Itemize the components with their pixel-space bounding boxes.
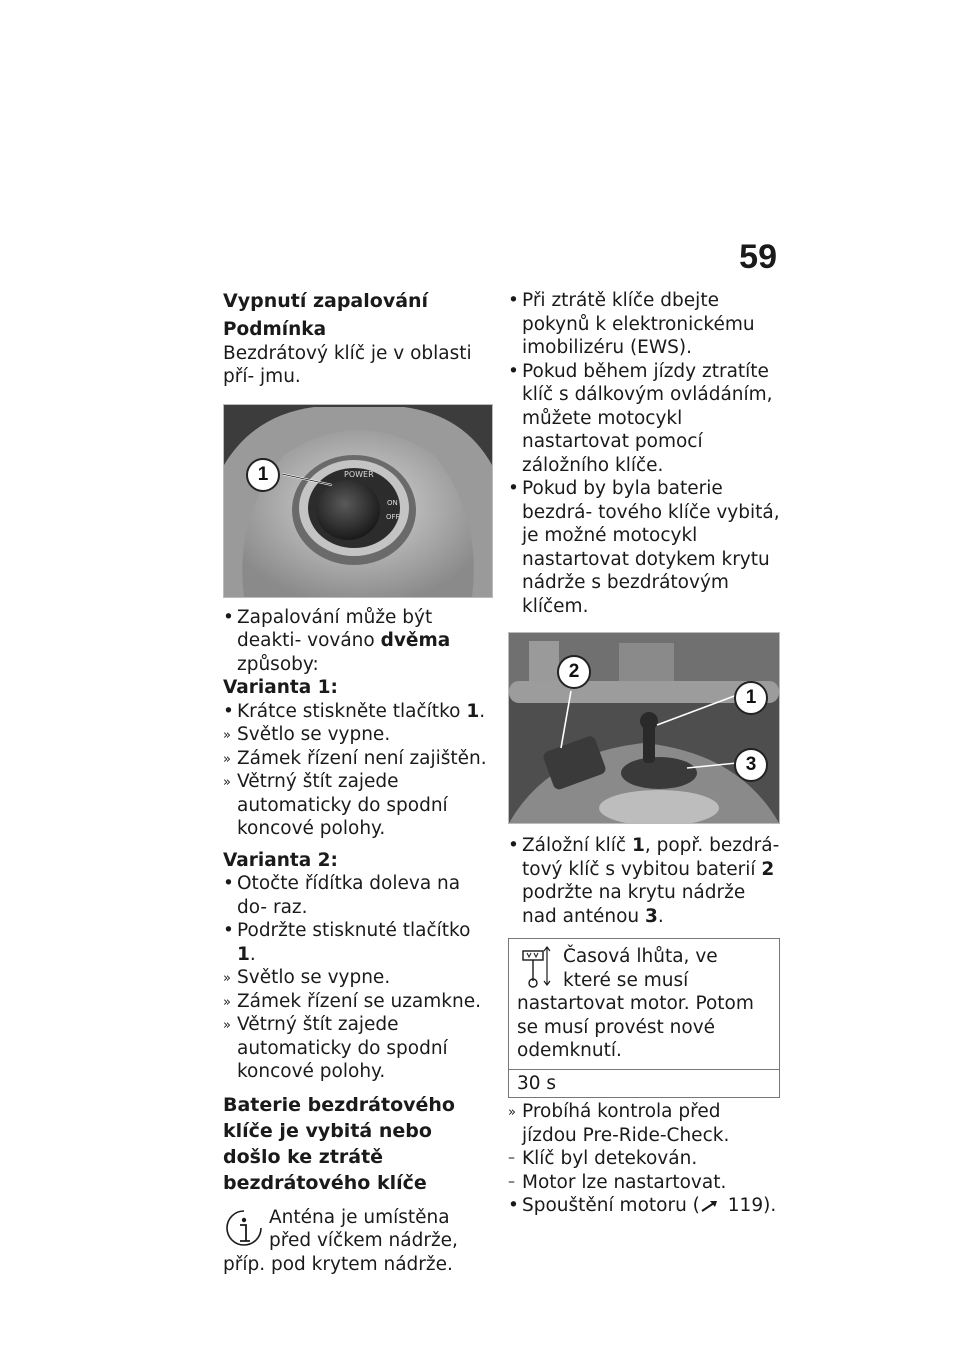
condition-heading: Podmínka	[223, 319, 327, 340]
time-limit-text: Časová lhůta, ve které se musí nastartovat motor. Potom se musí provést nové odemknutí.	[517, 946, 754, 1061]
start-engine-bullet	[508, 1194, 780, 1218]
start-suffix: ).	[763, 1195, 777, 1216]
page-number: 59	[739, 238, 777, 276]
v2-step-suffix: .	[249, 943, 256, 965]
v1-step-suffix: .	[479, 700, 486, 722]
v2-step-bold: 1	[237, 943, 250, 965]
step-text: Záložní klíč	[522, 835, 632, 856]
start-page-link[interactable]: 119	[721, 1195, 764, 1216]
battery-heading: Baterie bezdrátového klíče je vybitá nebo došlo ke ztrátě bezdrátového klíče	[223, 1093, 455, 1194]
intro-suffix: způsoby:	[237, 653, 319, 675]
v1-result: » Větrný štít zajede automaticky do spodní koncové polohy.	[223, 770, 491, 841]
callout-1: 1	[734, 681, 768, 715]
variant2-title: Varianta 2:	[223, 849, 338, 871]
v2-result: » Zámek řízení se uzamkne.	[223, 990, 491, 1014]
backup-key-figure	[508, 632, 780, 824]
ignition-switch-figure	[223, 404, 493, 598]
callout-2: 2	[557, 655, 591, 689]
step-text: .	[657, 905, 664, 927]
info-text: Anténa je umístěna před víčkem nádrže, příp. pod krytem nádrže.	[223, 1206, 458, 1275]
step-bold: 3	[645, 905, 658, 927]
on-label: ON	[387, 498, 398, 507]
stopwatch-icon	[517, 945, 555, 989]
intro-bullet	[223, 606, 491, 677]
v2-step	[223, 919, 491, 966]
dash-item: – Motor lze nastartovat.	[508, 1171, 780, 1195]
v2-step-text: Podržte stisknuté tlačítko	[237, 920, 471, 941]
intro-bold: dvěma	[380, 630, 451, 651]
page-reference-arrow-icon	[700, 1199, 722, 1213]
section-heading: Vypnutí zapalování	[223, 290, 429, 312]
power-label: POWER	[344, 469, 374, 479]
info-icon	[223, 1208, 265, 1252]
right-column	[508, 289, 780, 1218]
v1-result: » Světlo se vypne.	[223, 723, 491, 747]
callout-1: 1	[246, 458, 280, 492]
result-check: » Probíhá kontrola před jízdou Pre-Ride-Check.	[508, 1100, 780, 1147]
step-bold: 2	[761, 858, 775, 880]
key-loss-bullet: • Při ztrátě klíče dbejte pokynů k elektronickému imobilizéru (EWS).	[508, 289, 780, 360]
v2-result: » Větrný štít zajede automaticky do spodní koncové polohy.	[223, 1013, 491, 1084]
v1-step	[223, 700, 491, 724]
left-column	[223, 289, 491, 1276]
variant1-title: Varianta 1:	[223, 677, 338, 698]
v2-result: » Světlo se vypne.	[223, 966, 491, 990]
callout-3: 3	[734, 748, 768, 782]
time-limit-value: 30 s	[509, 1069, 779, 1098]
key-loss-bullet: • Pokud by byla baterie bezdrá- tového klíče vybitá, je možné motocykl nastartovat dotykem krytu nádrže s bezdrátovým klíčem.	[508, 477, 780, 618]
backup-key-step	[508, 834, 780, 928]
step-text: podržte na krytu nádrže nad anténou	[522, 882, 746, 927]
intro-text: Zapalování může být deakti- vováno	[237, 606, 433, 651]
start-text: Spouštění motoru (	[522, 1195, 700, 1216]
v1-step-text: Krátce stiskněte tlačítko	[237, 700, 467, 722]
condition-text: Bezdrátový klíč je v oblasti pří- jmu.	[223, 342, 472, 387]
step-text: , popř. bezdrá- tový klíč s vybitou baterií	[522, 835, 780, 880]
key-loss-bullet: • Pokud během jízdy ztratíte klíč s dálkovým ovládáním, můžete motocykl nastartovat pomocí záložního klíče.	[508, 360, 780, 478]
ignition-switch-illustration	[224, 405, 492, 597]
v1-result: » Zámek řízení není zajištěn.	[223, 747, 491, 771]
time-limit-description	[509, 939, 779, 1069]
off-label: OFF	[386, 512, 400, 521]
v1-step-bold: 1	[466, 700, 480, 722]
dash-item: – Klíč byl detekován.	[508, 1147, 780, 1171]
step-bold: 1	[631, 835, 645, 856]
time-limit-table	[508, 938, 780, 1098]
backup-key-illustration	[509, 633, 779, 823]
v2-step: • Otočte řídítka doleva na do- raz.	[223, 872, 491, 919]
info-note	[223, 1206, 491, 1277]
